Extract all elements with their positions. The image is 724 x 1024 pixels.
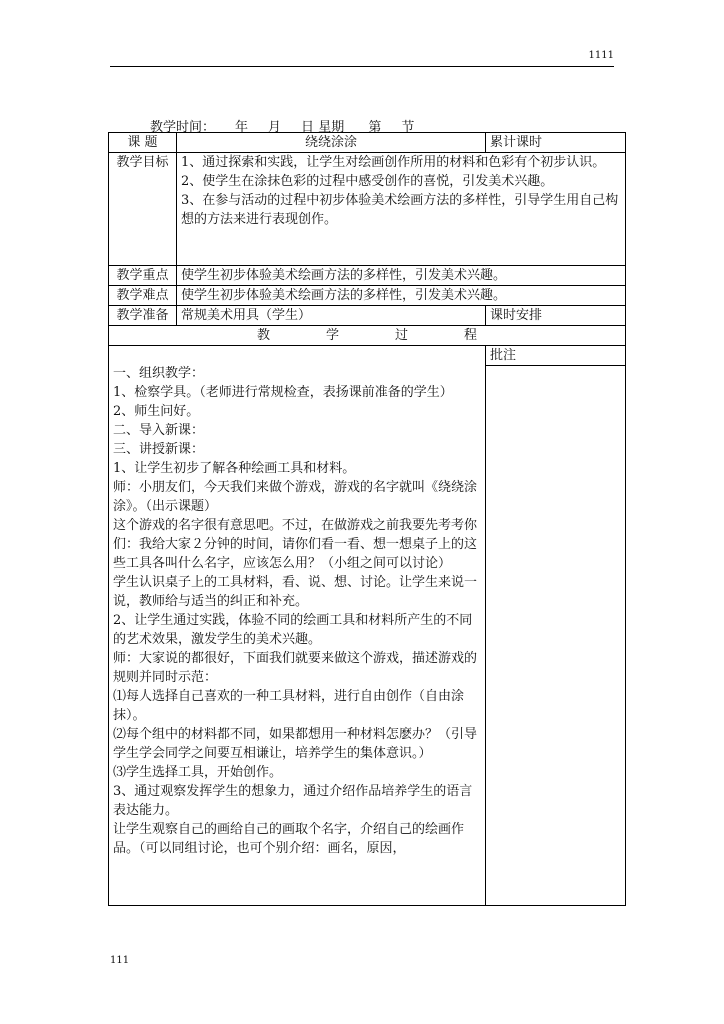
process-line: 1、让学生初步了解各种绘画工具和材料。: [113, 461, 356, 476]
weekday-text: 星期: [318, 120, 345, 135]
goals-cell: [177, 153, 626, 266]
lesson-plan-table: [108, 132, 626, 906]
footer-page-number: 111: [110, 955, 130, 966]
difficulty-value: 使学生初步体验美术绘画方法的多样性，引发美术兴趣。: [177, 286, 626, 306]
process-line: 二、导入新课：: [113, 423, 205, 438]
hours-label: 累计课时: [486, 133, 626, 153]
period-prefix: 第: [368, 120, 382, 135]
process-line: ⑶学生选择工具，开始创作。: [113, 765, 283, 780]
period-suffix: 节: [401, 120, 415, 135]
process-line: 2、师生问好。: [113, 404, 200, 419]
process-line: ⑵每个组中的材料都不同，如果都想用一种材料怎麽办？（引导学生学会同学之间要互相谦让，培养学生的集体意识。）: [113, 727, 478, 761]
schedule-label: 课时安排: [486, 306, 626, 326]
process-line: 1、检察学具。（老师进行常规检查，表扬课前准备的学生）: [113, 385, 453, 400]
goal-item: 3、在参与活动的过程中初步体验美术绘画方法的多样性，引导学生用自己构想的方法来进行表现创作。: [181, 193, 619, 227]
process-line: 三、讲授新课：: [113, 442, 205, 457]
process-header-char: 教: [256, 328, 270, 343]
year-text: 年: [235, 120, 249, 135]
goal-item: 1、通过探索和实践，让学生对绘画创作所用的材料和色彩有个初步认识。: [181, 155, 606, 170]
process-header-char: 程: [464, 328, 478, 343]
process-line: 师：大家说的都很好，下面我们就要来做这个游戏，描述游戏的规则并同时示范：: [113, 651, 478, 685]
process-line: ⑴每人选择自己喜欢的一种工具材料，进行自由创作（自由涂抹）。: [113, 689, 465, 723]
process-header-char: 学: [326, 328, 340, 343]
process-line: 学生认识桌子上的工具材料，看、说、想、讨论。让学生来说一说，教师给与适当的纠正和补充。: [113, 575, 478, 609]
header-rule: [110, 66, 614, 67]
month-text: 月: [268, 120, 282, 135]
notes-label: 批注: [486, 346, 625, 366]
date-label: 教学时间：: [150, 120, 216, 135]
topic-label: 课 题: [109, 133, 177, 153]
topic-value: 绕绕涂涂: [177, 133, 486, 153]
process-header-char: 过: [395, 328, 409, 343]
goal-item: 2、使学生在涂抹色彩的过程中感受创作的喜悦，引发美术兴趣。: [181, 174, 554, 189]
difficulty-label: 教学难点: [109, 286, 177, 306]
process-line: 一、组织教学：: [113, 366, 205, 381]
process-line: 3、通过观察发挥学生的想象力，通过介绍作品培养学生的语言表达能力。: [113, 784, 473, 818]
goals-label: 教学目标: [109, 153, 177, 266]
process-line: 让学生观察自己的画给自己的画取个名字，介绍自己的绘画作品。（可以同组讨论，也可个别介绍：画名，原因，: [113, 822, 465, 856]
day-text: 日: [301, 120, 315, 135]
notes-column: [486, 346, 626, 906]
key-label: 教学重点: [109, 266, 177, 286]
process-line: 2、让学生通过实践，体验不同的绘画工具和材料所产生的不同的艺术效果，激发学生的美术兴趣。: [113, 613, 473, 647]
header-page-number: 1111: [588, 50, 614, 61]
process-line: 这个游戏的名字很有意思吧。不过，在做游戏之前我要先考考你们：我给大家２分钟的时间，请你们看一看、想一想桌子上的这些工具各叫什么名字，应该怎么用？（小组之间可以讨论）: [113, 518, 478, 571]
process-line: 师：小朋友们，今天我们来做个游戏，游戏的名字就叫《绕绕涂涂》。（出示课题）: [113, 480, 478, 514]
prep-label: 教学准备: [109, 306, 177, 326]
key-value: 使学生初步体验美术绘画方法的多样性，引发美术兴趣。: [177, 266, 626, 286]
prep-value: 常规美术用具（学生）: [177, 306, 486, 326]
process-header: [109, 326, 626, 346]
process-body: [109, 346, 486, 906]
